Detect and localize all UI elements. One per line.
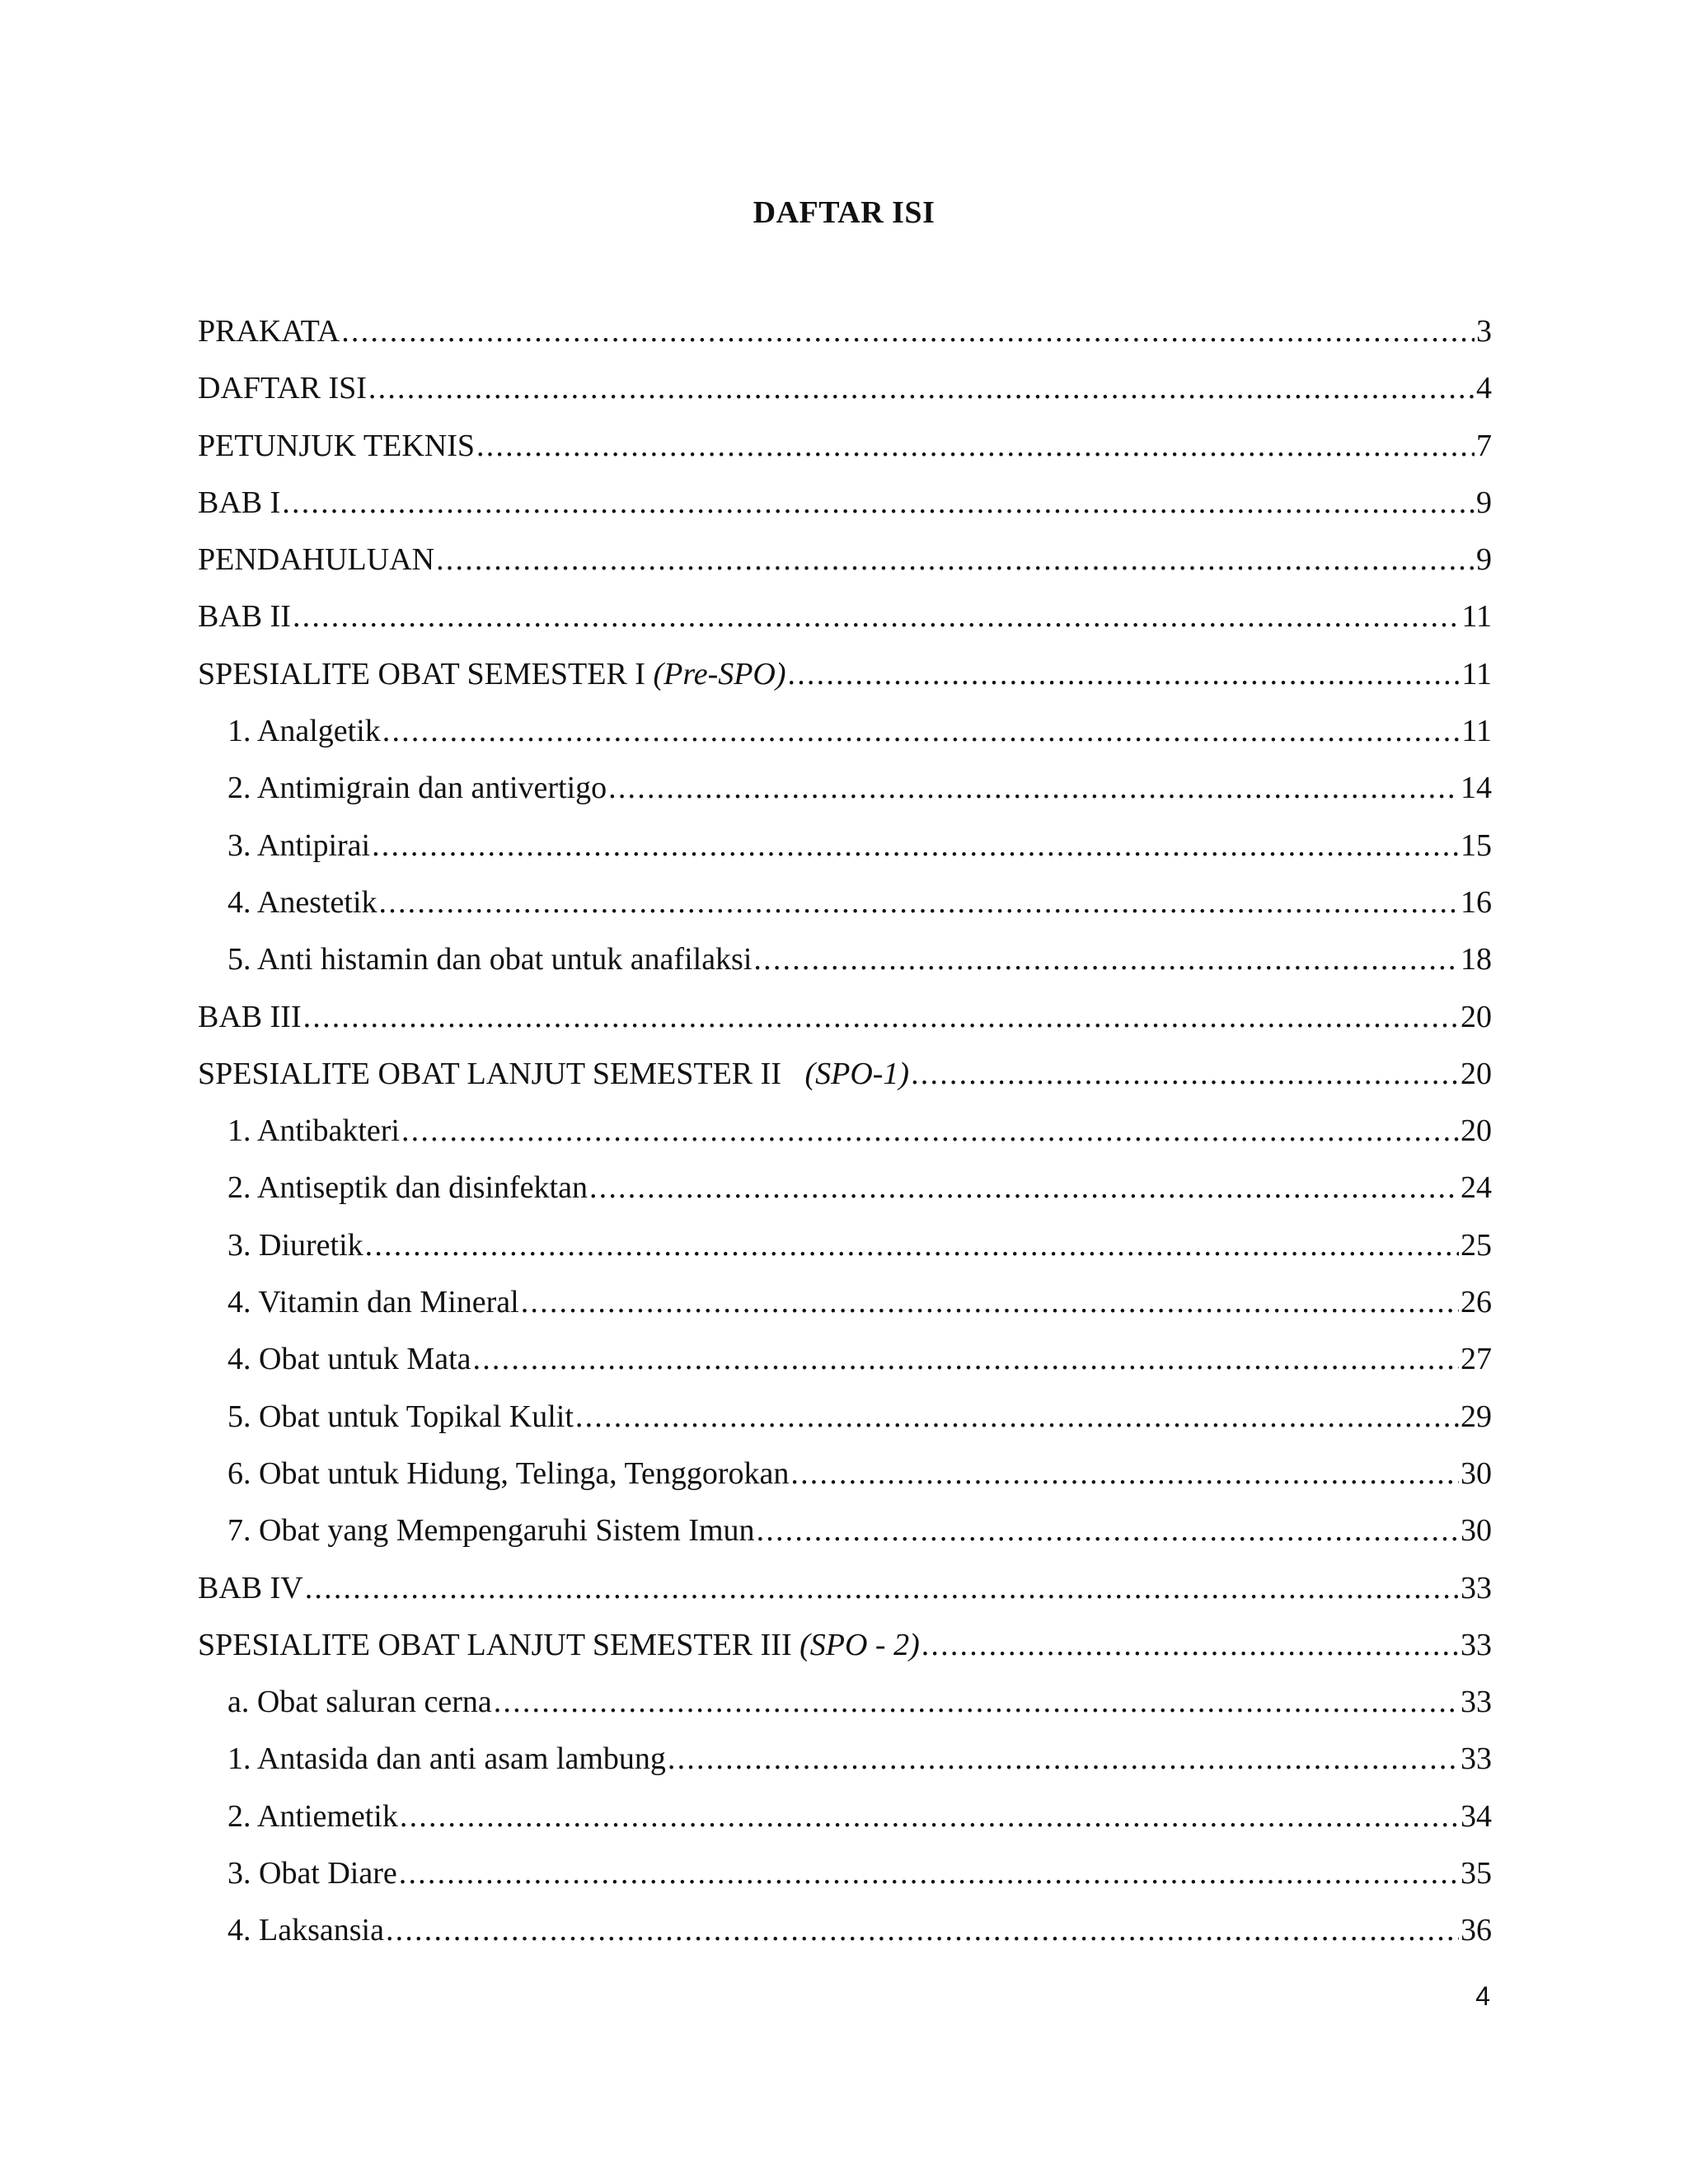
toc-entry-label: 4. Obat untuk Mata — [227, 1342, 471, 1377]
dot-leader — [921, 1617, 1459, 1674]
dot-leader — [757, 1502, 1459, 1559]
toc-entry-spesialite-semester-1[interactable] — [198, 646, 1492, 703]
toc-entry-antasida[interactable] — [198, 1731, 1492, 1788]
dot-leader — [293, 588, 1460, 645]
toc-entry-antiseptik[interactable] — [198, 1160, 1492, 1216]
toc-entry-antiemetik[interactable] — [198, 1788, 1492, 1845]
toc-entry-page: 11 — [1461, 656, 1492, 691]
toc-entry-page: 30 — [1461, 1513, 1492, 1549]
toc-entry-label-text: SPESIALITE OBAT LANJUT SEMESTER II — [198, 1056, 805, 1091]
toc-entry-label: 5. Anti histamin dan obat untuk anafilaksi — [227, 942, 753, 977]
dot-leader — [401, 1103, 1459, 1160]
toc-entry-label — [198, 1617, 920, 1674]
toc-entry-label: 4. Laksansia — [227, 1913, 384, 1948]
toc-entry-label-text: SPESIALITE OBAT SEMESTER I — [198, 656, 654, 691]
toc-entry-page: 27 — [1461, 1342, 1492, 1377]
toc-entry-label-text: SPESIALITE OBAT LANJUT SEMESTER III — [198, 1627, 800, 1662]
toc-entry-page: 3 — [1476, 314, 1492, 349]
dot-leader — [365, 1217, 1459, 1274]
dot-leader — [372, 818, 1459, 874]
toc-entry-page: 36 — [1461, 1913, 1492, 1948]
toc-entry-label: 4. Anestetik — [227, 884, 377, 920]
toc-entry-tht[interactable] — [198, 1446, 1492, 1502]
page-number: 4 — [1475, 1981, 1490, 2011]
dot-leader — [668, 1731, 1459, 1788]
toc-entry-label: 6. Obat untuk Hidung, Telinga, Tenggorokan — [227, 1455, 790, 1491]
page-title: DAFTAR ISI — [753, 195, 935, 230]
dot-leader — [282, 475, 1475, 532]
toc-entry-antimigrain[interactable] — [198, 760, 1492, 817]
toc-entry-page: 14 — [1461, 771, 1492, 806]
toc-entry-label: 2. Antiseptik dan disinfektan — [227, 1170, 588, 1206]
dot-leader — [399, 1845, 1459, 1902]
dot-leader — [788, 646, 1461, 703]
toc-entry-page: 20 — [1461, 1056, 1492, 1091]
toc-entry-page: 11 — [1461, 714, 1492, 749]
toc-entry-page: 29 — [1461, 1399, 1492, 1434]
toc-entry-bab-4[interactable] — [198, 1560, 1492, 1617]
toc-entry-label: 5. Obat untuk Topikal Kulit — [227, 1399, 574, 1434]
toc-entry-spesialite-semester-2[interactable] — [198, 1046, 1492, 1103]
toc-entry-label: 1. Antasida dan anti asam lambung — [227, 1741, 666, 1777]
toc-entry-antibakteri[interactable] — [198, 1103, 1492, 1160]
toc-entry-bab-2[interactable] — [198, 588, 1492, 645]
toc-entry-page: 30 — [1461, 1455, 1492, 1491]
toc-entry-page: 24 — [1461, 1170, 1492, 1206]
toc-entry-petunjuk-teknis[interactable] — [198, 418, 1492, 475]
toc-entry-diuretik[interactable] — [198, 1217, 1492, 1274]
toc-entry-label: BAB I — [198, 485, 281, 520]
toc-entry-antipirai[interactable] — [198, 818, 1492, 874]
toc-entry-page: 18 — [1461, 942, 1492, 977]
toc-entry-page: 35 — [1461, 1856, 1492, 1891]
dot-leader — [368, 360, 1475, 417]
toc-entry-label-italic: (SPO-1) — [804, 1056, 910, 1091]
toc-entry-label: PRAKATA — [198, 314, 340, 349]
toc-entry-page: 20 — [1461, 999, 1492, 1034]
dot-leader — [476, 418, 1475, 475]
toc-entry-label: BAB III — [198, 999, 302, 1034]
dot-leader — [911, 1046, 1459, 1103]
toc-entry-page: 25 — [1461, 1227, 1492, 1263]
dot-leader — [521, 1274, 1459, 1331]
toc-entry-page: 4 — [1476, 371, 1492, 406]
toc-entry-anestetik[interactable] — [198, 874, 1492, 931]
toc-entry-label-italic: (Pre-SPO) — [653, 656, 786, 691]
toc-entry-page: 20 — [1461, 1113, 1492, 1149]
toc-entry-obat-mata[interactable] — [198, 1331, 1492, 1388]
dot-leader — [400, 1788, 1459, 1845]
toc-entry-label: DAFTAR ISI — [198, 371, 367, 406]
toc-entry-label: 1. Antibakteri — [227, 1113, 400, 1149]
toc-entry-saluran-cerna[interactable] — [198, 1674, 1492, 1731]
toc-entry-page: 11 — [1461, 599, 1492, 635]
toc-entry-page: 26 — [1461, 1285, 1492, 1320]
toc-entry-page: 9 — [1476, 485, 1492, 520]
dot-leader — [608, 760, 1459, 817]
dot-leader — [379, 874, 1459, 931]
dot-leader — [575, 1389, 1459, 1446]
toc-entry-label: 3. Obat Diare — [227, 1856, 397, 1891]
dot-leader — [386, 1902, 1459, 1959]
toc-entry-label-italic: (SPO - 2) — [799, 1627, 920, 1662]
toc-entry-label — [198, 1046, 909, 1103]
toc-entry-page: 34 — [1461, 1798, 1492, 1834]
toc-entry-prakata[interactable] — [198, 303, 1492, 360]
toc-entry-label: BAB II — [198, 599, 291, 635]
dot-leader — [382, 703, 1461, 760]
toc-entry-label: 3. Antipirai — [227, 827, 371, 863]
toc-entry-daftar-isi[interactable] — [198, 360, 1492, 417]
toc-entry-label: BAB IV — [198, 1570, 303, 1605]
toc-entry-bab-3[interactable] — [198, 989, 1492, 1046]
toc-entry-sistem-imun[interactable] — [198, 1502, 1492, 1559]
toc-entry-page: 7 — [1476, 428, 1492, 463]
toc-entry-topikal-kulit[interactable] — [198, 1389, 1492, 1446]
toc-entry-page: 9 — [1476, 542, 1492, 578]
toc-entry-page: 16 — [1461, 884, 1492, 920]
toc-entry-obat-diare[interactable] — [198, 1845, 1492, 1902]
dot-leader — [589, 1160, 1459, 1216]
toc-entry-spesialite-semester-3[interactable] — [198, 1617, 1492, 1674]
toc-entry-pendahuluan[interactable] — [198, 532, 1492, 588]
toc-entry-label — [198, 646, 786, 703]
dot-leader — [303, 989, 1459, 1046]
toc-entry-label: 7. Obat yang Mempengaruhi Sistem Imun — [227, 1513, 755, 1549]
toc-entry-label: 3. Diuretik — [227, 1227, 363, 1263]
toc-entry-label: 1. Analgetik — [227, 714, 381, 749]
dot-leader — [753, 931, 1459, 988]
toc-entry-page: 15 — [1461, 827, 1492, 863]
toc-entry-page: 33 — [1461, 1741, 1492, 1777]
toc-entry-label: 2. Antiemetik — [227, 1798, 398, 1834]
table-of-contents — [198, 303, 1492, 1960]
toc-entry-label: PETUNJUK TEKNIS — [198, 428, 476, 463]
dot-leader — [305, 1560, 1459, 1617]
toc-entry-bab-1[interactable] — [198, 475, 1492, 532]
dot-leader — [790, 1446, 1459, 1502]
toc-entry-analgetik[interactable] — [198, 703, 1492, 760]
toc-entry-label: 4. Vitamin dan Mineral — [227, 1285, 519, 1320]
toc-entry-vitamin-mineral[interactable] — [198, 1274, 1492, 1331]
dot-leader — [473, 1331, 1459, 1388]
toc-entry-page: 33 — [1461, 1570, 1492, 1605]
dot-leader — [341, 303, 1475, 360]
toc-entry-label: a. Obat saluran cerna — [227, 1685, 492, 1720]
toc-entry-page: 33 — [1461, 1685, 1492, 1720]
dot-leader — [436, 532, 1475, 588]
toc-entry-laksansia[interactable] — [198, 1902, 1492, 1959]
toc-entry-label: PENDAHULUAN — [198, 542, 435, 578]
toc-entry-label: 2. Antimigrain dan antivertigo — [227, 771, 607, 806]
dot-leader — [494, 1674, 1459, 1731]
toc-entry-page: 33 — [1461, 1627, 1492, 1662]
toc-entry-antihistamin[interactable] — [198, 931, 1492, 988]
